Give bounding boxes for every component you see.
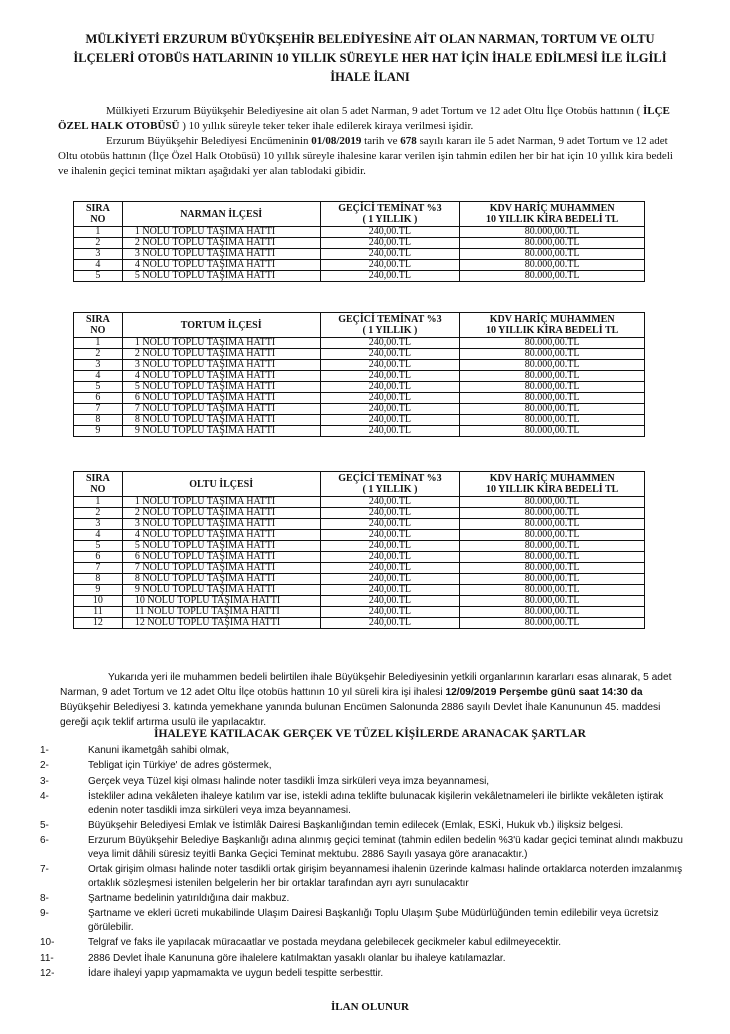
line-name: 8 NOLU TOPLU TAŞIMA HATTI — [122, 574, 320, 585]
condition-item — [40, 744, 690, 757]
intro-paragraph-2: Erzurum Büyükşehir Belediyesi Encümeninin 01/08/2019 tarih ve 678 sayılı kararı ile 5 adet Narman, 9 adet Tortum ve 12 adet Oltu otobüs hattının (İlçe Özel Halk Otobüsü) 10 yıllık süreyle ihalesine karar verilen işin tahmin edilen her bir hat için 10 yıllık kira bedeli ve ihalenin geçici teminat miktarı aşağıdaki yer alan tablodaki gibidir. — [58, 135, 673, 177]
condition-number: 7- — [40, 864, 49, 876]
table-row — [74, 563, 645, 574]
deposit-amount: 240,00.TL — [320, 249, 460, 260]
condition-item — [40, 967, 690, 980]
condition-text: 2886 Devlet İhale Kanununa göre ihalelere katılmaktan yasaklı olanlar bu ihaleye katılamazlar. — [88, 952, 506, 964]
line-name: 3 NOLU TOPLU TAŞIMA HATTI — [122, 360, 320, 371]
line-name: 8 NOLU TOPLU TAŞIMA HATTI — [122, 415, 320, 426]
table-header-row — [74, 313, 645, 338]
rent-amount: 80.000,00.TL — [460, 618, 645, 629]
row-number: 12 — [74, 618, 123, 629]
conditions-list — [40, 744, 690, 983]
auction-date-time: 12/09/2019 Perşembe günü saat 14:30 da — [445, 687, 643, 698]
deposit-amount: 240,00.TL — [320, 238, 460, 249]
deposit-amount: 240,00.TL — [320, 563, 460, 574]
rent-amount: 80.000,00.TL — [460, 530, 645, 541]
rent-header — [460, 313, 645, 338]
deposit-amount: 240,00.TL — [320, 585, 460, 596]
condition-text: Şartname ve ekleri ücreti mukabilinde Ulaşım Dairesi Başkanlığı Toplu Ulaşım Şube Müdürlüğünden temin edilebilir veya ücretsiz görülebilir. — [88, 908, 659, 933]
line-name: 2 NOLU TOPLU TAŞIMA HATTI — [122, 508, 320, 519]
line-name: 3 NOLU TOPLU TAŞIMA HATTI — [122, 249, 320, 260]
deposit-amount: 240,00.TL — [320, 618, 460, 629]
intro-paragraph-1: Mülkiyeti Erzurum Büyükşehir Belediyesine ait olan 5 adet Narman, 9 adet Tortum ve 12 adet Oltu İlçe Otobüs hattının ( İLÇE ÖZEL HALK OTOBÜSÜ ) 10 yıllık süreyle teker teker ihale edilerek kiraya verilmesi işidir. — [58, 105, 670, 132]
line-name: 5 NOLU TOPLU TAŞIMA HATTI — [122, 541, 320, 552]
deposit-amount: 240,00.TL — [320, 415, 460, 426]
line-name: 5 NOLU TOPLU TAŞIMA HATTI — [122, 271, 320, 282]
rent-amount: 80.000,00.TL — [460, 393, 645, 404]
line-name: 7 NOLU TOPLU TAŞIMA HATTI — [122, 563, 320, 574]
deposit-amount: 240,00.TL — [320, 371, 460, 382]
rent-amount: 80.000,00.TL — [460, 404, 645, 415]
rent-header-line: KDV HARİÇ MUHAMMEN — [489, 314, 615, 325]
condition-number: 9- — [40, 908, 49, 920]
sira-no-header — [74, 202, 123, 227]
line-name: 11 NOLU TOPLU TAŞIMA HATTI — [122, 607, 320, 618]
rent-amount: 80.000,00.TL — [460, 508, 645, 519]
row-number: 7 — [74, 404, 123, 415]
deposit-amount: 240,00.TL — [320, 541, 460, 552]
condition-number: 2- — [40, 760, 49, 772]
condition-text: Ortak girişim olması halinde noter tasdikli ortak girişim beyannamesi ihalenin üzerinde kalması halinde ortaklarca noterden imzalanmış ortaklık sözleşmesi istenilen belgelerin her bir ortaklar tarafından ayrı ayrı sunulacaktır — [88, 864, 683, 889]
line-name: 6 NOLU TOPLU TAŞIMA HATTI — [122, 393, 320, 404]
row-number: 2 — [74, 508, 123, 519]
sira-header-line: SIRA — [85, 314, 110, 325]
condition-item — [40, 907, 690, 934]
row-number: 4 — [74, 260, 123, 271]
sira-header-line: SIRA — [85, 473, 110, 484]
decision-number: 678 — [400, 135, 417, 147]
deposit-amount: 240,00.TL — [320, 404, 460, 415]
condition-text: İstekliler adına vekâleten ihaleye katılım var ise, istekli adına teklifte bulunacak kişilerin vekâletnameleri ile birlikte vekâleten iştirak edenin noter tasdikli imza sirküleri veya imza beyannamesi. — [88, 791, 664, 816]
rent-amount: 80.000,00.TL — [460, 349, 645, 360]
line-name: 1 NOLU TOPLU TAŞIMA HATTI — [122, 338, 320, 349]
table-row — [74, 260, 645, 271]
footer-text: İLAN OLUNUR — [331, 1001, 409, 1013]
table-row — [74, 271, 645, 282]
table-row — [74, 596, 645, 607]
table-row — [74, 371, 645, 382]
condition-text: Tebligat için Türkiye' de adres göstermek, — [88, 760, 272, 772]
no-header-line: NO — [90, 214, 106, 225]
table-row — [74, 393, 645, 404]
table-row — [74, 360, 645, 371]
row-number: 10 — [74, 596, 123, 607]
no-header-line: NO — [90, 325, 106, 336]
row-number: 1 — [74, 338, 123, 349]
rent-amount: 80.000,00.TL — [460, 607, 645, 618]
table-row — [74, 349, 645, 360]
district-header: NARMAN İLÇESİ — [122, 202, 320, 227]
condition-number: 10- — [40, 937, 55, 949]
rent-amount: 80.000,00.TL — [460, 541, 645, 552]
row-number: 1 — [74, 227, 123, 238]
deposit-amount: 240,00.TL — [320, 574, 460, 585]
deposit-header-line: GEÇİCİ TEMİNAT %3 — [338, 203, 442, 214]
line-name: 10 NOLU TOPLU TAŞIMA HATTI — [122, 596, 320, 607]
rent-amount: 80.000,00.TL — [460, 596, 645, 607]
table-row — [74, 415, 645, 426]
table-row — [74, 497, 645, 508]
condition-number: 11- — [40, 952, 54, 964]
table-row — [74, 618, 645, 629]
line-name: 9 NOLU TOPLU TAŞIMA HATTI — [122, 585, 320, 596]
rent-amount: 80.000,00.TL — [460, 415, 645, 426]
deposit-header — [320, 202, 460, 227]
line-name: 4 NOLU TOPLU TAŞIMA HATTI — [122, 530, 320, 541]
row-number: 11 — [74, 607, 123, 618]
table-row — [74, 541, 645, 552]
row-number: 8 — [74, 415, 123, 426]
table-row — [74, 227, 645, 238]
condition-number: 12- — [40, 968, 55, 980]
deposit-amount: 240,00.TL — [320, 508, 460, 519]
deposit-header-line: GEÇİCİ TEMİNAT %3 — [338, 314, 442, 325]
row-number: 8 — [74, 574, 123, 585]
deposit-header-sub: ( 1 YILLIK ) — [362, 484, 418, 495]
table-row — [74, 530, 645, 541]
sira-no-header — [74, 313, 123, 338]
condition-text: Telgraf ve faks ile yapılacak müracaatlar ve postada meydana gelebilecek gecikmeler kabul edilmeyecektir. — [88, 937, 562, 949]
line-name: 5 NOLU TOPLU TAŞIMA HATTI — [122, 382, 320, 393]
table-row — [74, 574, 645, 585]
bus-type-label: İLÇE ÖZEL HALK OTOBÜSÜ — [58, 105, 670, 132]
rent-header — [460, 472, 645, 497]
rent-amount: 80.000,00.TL — [460, 382, 645, 393]
rent-header-sub: 10 YILLIK KİRA BEDELİ TL — [486, 484, 619, 495]
rent-header-sub: 10 YILLIK KİRA BEDELİ TL — [486, 325, 619, 336]
row-number: 2 — [74, 349, 123, 360]
rent-amount: 80.000,00.TL — [460, 338, 645, 349]
condition-item — [40, 952, 690, 965]
rent-amount: 80.000,00.TL — [460, 360, 645, 371]
deposit-amount: 240,00.TL — [320, 393, 460, 404]
rent-header-line: KDV HARİÇ MUHAMMEN — [489, 203, 615, 214]
table-row — [74, 249, 645, 260]
row-number: 7 — [74, 563, 123, 574]
rent-header — [460, 202, 645, 227]
row-number: 9 — [74, 426, 123, 437]
rent-amount: 80.000,00.TL — [460, 519, 645, 530]
line-name: 4 NOLU TOPLU TAŞIMA HATTI — [122, 371, 320, 382]
rent-header-line: KDV HARİÇ MUHAMMEN — [489, 473, 615, 484]
deposit-amount: 240,00.TL — [320, 596, 460, 607]
rent-amount: 80.000,00.TL — [460, 574, 645, 585]
deposit-amount: 240,00.TL — [320, 271, 460, 282]
deposit-amount: 240,00.TL — [320, 530, 460, 541]
rent-amount: 80.000,00.TL — [460, 563, 645, 574]
table-row — [74, 607, 645, 618]
rent-amount: 80.000,00.TL — [460, 371, 645, 382]
intro-text — [58, 104, 678, 179]
rent-amount: 80.000,00.TL — [460, 271, 645, 282]
deposit-amount: 240,00.TL — [320, 426, 460, 437]
rent-amount: 80.000,00.TL — [460, 260, 645, 271]
deposit-header-line: GEÇİCİ TEMİNAT %3 — [338, 473, 442, 484]
rent-header-sub: 10 YILLIK KİRA BEDELİ TL — [486, 214, 619, 225]
condition-item — [40, 819, 690, 832]
line-name: 1 NOLU TOPLU TAŞIMA HATTI — [122, 227, 320, 238]
deposit-header — [320, 472, 460, 497]
condition-item — [40, 834, 690, 861]
condition-item — [40, 936, 690, 949]
row-number: 4 — [74, 530, 123, 541]
rent-amount: 80.000,00.TL — [460, 249, 645, 260]
row-number: 2 — [74, 238, 123, 249]
line-name: 3 NOLU TOPLU TAŞIMA HATTI — [122, 519, 320, 530]
district-header: TORTUM İLÇESİ — [122, 313, 320, 338]
deposit-amount: 240,00.TL — [320, 260, 460, 271]
table-row — [74, 382, 645, 393]
row-number: 3 — [74, 519, 123, 530]
line-name: 2 NOLU TOPLU TAŞIMA HATTI — [122, 349, 320, 360]
table-row — [74, 426, 645, 437]
row-number: 4 — [74, 371, 123, 382]
deposit-amount: 240,00.TL — [320, 497, 460, 508]
sira-header-line: SIRA — [85, 203, 110, 214]
condition-text: Şartname bedelinin yatırıldığına dair makbuz. — [88, 893, 290, 905]
deposit-amount: 240,00.TL — [320, 382, 460, 393]
condition-number: 6- — [40, 835, 49, 847]
row-number: 5 — [74, 382, 123, 393]
condition-text: İdare ihaleyi yapıp yapmamakta ve uygun bedeli tespitte serbesttir. — [88, 968, 384, 980]
decision-date: 01/08/2019 — [311, 135, 362, 147]
row-number: 1 — [74, 497, 123, 508]
table-row — [74, 238, 645, 249]
condition-item — [40, 759, 690, 772]
deposit-header-sub: ( 1 YILLIK ) — [362, 325, 418, 336]
table-row — [74, 508, 645, 519]
condition-item — [40, 775, 690, 788]
rent-amount: 80.000,00.TL — [460, 227, 645, 238]
deposit-amount: 240,00.TL — [320, 338, 460, 349]
rent-amount: 80.000,00.TL — [460, 497, 645, 508]
rent-amount: 80.000,00.TL — [460, 552, 645, 563]
condition-number: 8- — [40, 893, 49, 905]
line-name: 4 NOLU TOPLU TAŞIMA HATTI — [122, 260, 320, 271]
condition-item — [40, 892, 690, 905]
document-title: MÜLKİYETİ ERZURUM BÜYÜKŞEHİR BELEDİYESİNE AİT OLAN NARMAN, TORTUM VE OLTU İLÇELERİ OTOBÜS HATLARININ 10 YILLIK SÜREYLE HER HAT İÇİN İHALE EDİLMESİ İLE İLGİLİ İHALE İLANI — [73, 32, 667, 84]
condition-number: 1- — [40, 745, 49, 756]
condition-item — [40, 790, 690, 817]
deposit-amount: 240,00.TL — [320, 607, 460, 618]
row-number: 5 — [74, 271, 123, 282]
condition-text: Gerçek veya Tüzel kişi olması halinde noter tasdikli İmza sirküleri veya imza beyannamesi, — [88, 775, 490, 787]
deposit-amount: 240,00.TL — [320, 519, 460, 530]
deposit-amount: 240,00.TL — [320, 349, 460, 360]
line-name: 6 NOLU TOPLU TAŞIMA HATTI — [122, 552, 320, 563]
condition-text: Kanuni ikametgâh sahibi olmak, — [88, 745, 230, 756]
line-name: 2 NOLU TOPLU TAŞIMA HATTI — [122, 238, 320, 249]
narman-table — [73, 201, 645, 282]
tortum-table — [73, 312, 645, 437]
deposit-header — [320, 313, 460, 338]
table-header-row — [74, 202, 645, 227]
auction-announcement: Yukarıda yeri ile muhammen bedeli belirtilen ihale Büyükşehir Belediyesinin yetkili organlarının kararları esas alınarak, 5 adet Narman, 9 adet Tortum ve 12 adet Oltu İlçe otobüs hattının 10 yıl süreli kira işi ihalesi 12/09/2019 Perşembe günü saat 14:30 da Büyükşehir Belediyesi 3. katında yemekhane yanında bulunan Encümen Salonunda 2886 sayılı Devlet İhale Kanununun 45. maddesi gereği açık teklif artırma usulü ile yapılacaktır. — [60, 672, 672, 728]
table-row — [74, 552, 645, 563]
condition-number: 4- — [40, 791, 49, 803]
table-row — [74, 519, 645, 530]
sira-no-header — [74, 472, 123, 497]
line-name: 7 NOLU TOPLU TAŞIMA HATTI — [122, 404, 320, 415]
conditions-title: İHALEYE KATILACAK GERÇEK VE TÜZEL KİŞİLERDE ARANACAK ŞARTLAR — [154, 728, 586, 740]
line-name: 12 NOLU TOPLU TAŞIMA HATTI — [122, 618, 320, 629]
row-number: 3 — [74, 249, 123, 260]
row-number: 9 — [74, 585, 123, 596]
condition-number: 3- — [40, 775, 49, 787]
deposit-header-sub: ( 1 YILLIK ) — [362, 214, 418, 225]
table-row — [74, 404, 645, 415]
row-number: 6 — [74, 393, 123, 404]
rent-amount: 80.000,00.TL — [460, 238, 645, 249]
table-row — [74, 338, 645, 349]
deposit-amount: 240,00.TL — [320, 227, 460, 238]
row-number: 3 — [74, 360, 123, 371]
line-name: 1 NOLU TOPLU TAŞIMA HATTI — [122, 497, 320, 508]
oltu-table — [73, 471, 645, 629]
row-number: 6 — [74, 552, 123, 563]
no-header-line: NO — [90, 484, 106, 495]
rent-amount: 80.000,00.TL — [460, 426, 645, 437]
condition-item — [40, 863, 690, 890]
deposit-amount: 240,00.TL — [320, 360, 460, 371]
deposit-amount: 240,00.TL — [320, 552, 460, 563]
district-header: OLTU İLÇESİ — [122, 472, 320, 497]
line-name: 9 NOLU TOPLU TAŞIMA HATTI — [122, 426, 320, 437]
table-row — [74, 585, 645, 596]
row-number: 5 — [74, 541, 123, 552]
table-header-row — [74, 472, 645, 497]
rent-amount: 80.000,00.TL — [460, 585, 645, 596]
condition-text: Büyükşehir Belediyesi Emlak ve İstimlâk Dairesi Başkanlığından temin edilecek (Emlak, ESKİ, Hukuk vb.) ilişksiz belgesi. — [88, 820, 624, 832]
condition-number: 5- — [40, 820, 49, 832]
condition-text: Erzurum Büyükşehir Belediye Başkanlığı adına alınmış geçici teminat (tahmin edilen bedelin %3'ü kadar geçici teminat alındı makbuzu veya limit dâhili süresiz teyitli Banka Geçici Teminat mektubu. 2886 Sayılı yasaya göre aranacaktır.) — [88, 835, 683, 860]
